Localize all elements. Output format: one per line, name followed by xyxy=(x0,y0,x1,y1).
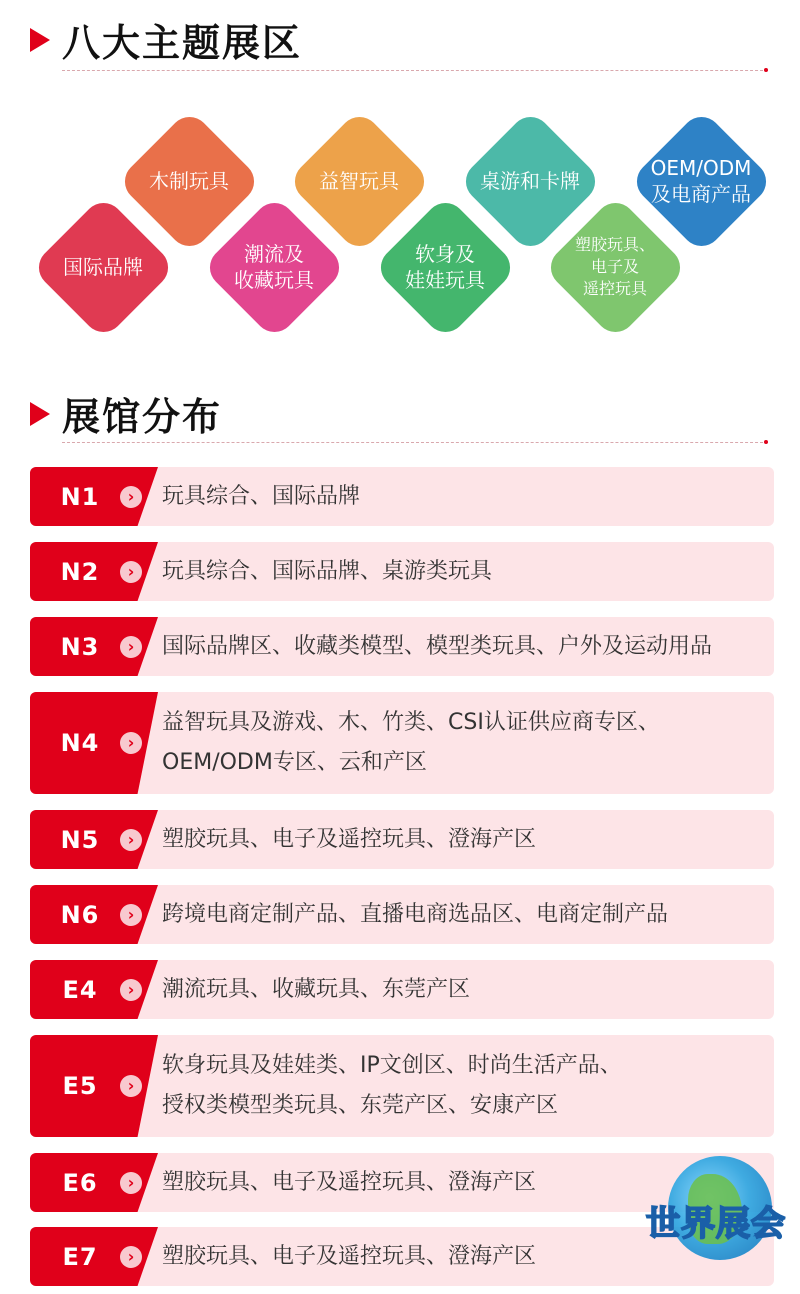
watermark-logo xyxy=(636,1156,796,1276)
hall-code: E7 xyxy=(62,1242,98,1271)
hall-row xyxy=(30,1035,774,1137)
hall-code: N2 xyxy=(60,557,100,586)
theme-label: 桌游和卡牌 xyxy=(480,169,580,193)
theme-label: 软身及 娃娃玩具 xyxy=(405,242,485,292)
section-marker-icon xyxy=(30,28,52,52)
chevron-right-icon: › xyxy=(120,1246,142,1268)
section-divider-dot xyxy=(764,68,768,72)
hall-description: 塑胶玩具、电子及遥控玩具、澄海产区 xyxy=(162,1169,537,1195)
hall-row xyxy=(30,617,774,676)
chevron-right-icon: › xyxy=(120,904,142,926)
chevron-right-icon: › xyxy=(120,561,142,583)
hall-code: E6 xyxy=(62,1168,98,1197)
hall-description: 塑胶玩具、电子及遥控玩具、澄海产区 xyxy=(162,1243,537,1269)
chevron-right-icon: › xyxy=(120,732,142,754)
hall-row xyxy=(30,810,774,869)
hall-code: N4 xyxy=(60,729,100,757)
themes-section-header xyxy=(30,12,302,67)
hall-description: 塑胶玩具、电子及遥控玩具、澄海产区 xyxy=(162,826,537,852)
hall-row xyxy=(30,692,774,794)
theme-label: OEM/ODM 及电商产品 xyxy=(650,156,752,206)
chevron-right-icon: › xyxy=(120,1075,142,1097)
hall-description: 潮流玩具、收藏玩具、东莞产区 xyxy=(162,976,471,1002)
section-divider-dot xyxy=(764,440,768,444)
section-marker-icon xyxy=(30,402,52,426)
theme-label: 潮流及 收藏玩具 xyxy=(234,242,314,292)
section-divider xyxy=(62,70,768,71)
halls-section-title: 展馆分布 xyxy=(62,395,223,439)
theme-label: 益智玩具 xyxy=(319,169,399,193)
hall-code: N5 xyxy=(60,825,100,854)
chevron-right-icon: › xyxy=(120,486,142,508)
chevron-right-icon: › xyxy=(120,979,142,1001)
hall-description: 软身玩具及娃娃类、IP文创区、时尚生活产品、 授权类模型类玩具、东莞产区、安康产区 xyxy=(162,1053,622,1118)
halls-section-header xyxy=(30,386,222,441)
hall-code: N6 xyxy=(60,900,100,929)
theme-label: 塑胶玩具、 电子及 遥控玩具 xyxy=(574,235,655,298)
hall-code: N3 xyxy=(60,632,100,661)
hall-description: 益智玩具及游戏、木、竹类、CSI认证供应商专区、 OEM/ODM专区、云和产区 xyxy=(162,710,660,775)
theme-label: 木制玩具 xyxy=(149,169,229,193)
theme-label: 国际品牌 xyxy=(63,255,143,279)
hall-row xyxy=(30,960,774,1019)
hall-description: 玩具综合、国际品牌 xyxy=(162,483,361,509)
hall-code: E4 xyxy=(62,975,98,1004)
chevron-right-icon: › xyxy=(120,1172,142,1194)
watermark-text: 世界展会 xyxy=(646,1204,786,1244)
hall-description: 玩具综合、国际品牌、桌游类玩具 xyxy=(162,558,493,584)
hall-code: N1 xyxy=(60,482,100,511)
hall-row xyxy=(30,885,774,944)
chevron-right-icon: › xyxy=(120,829,142,851)
chevron-right-icon: › xyxy=(120,636,142,658)
section-divider xyxy=(62,442,768,443)
hall-description: 跨境电商定制产品、直播电商选品区、电商定制产品 xyxy=(162,901,669,927)
hall-row xyxy=(30,467,774,526)
themes-section-title: 八大主题展区 xyxy=(62,21,303,65)
hall-code: E5 xyxy=(62,1072,98,1100)
hall-description: 国际品牌区、收藏类模型、模型类玩具、户外及运动用品 xyxy=(162,633,713,659)
hall-row xyxy=(30,542,774,601)
